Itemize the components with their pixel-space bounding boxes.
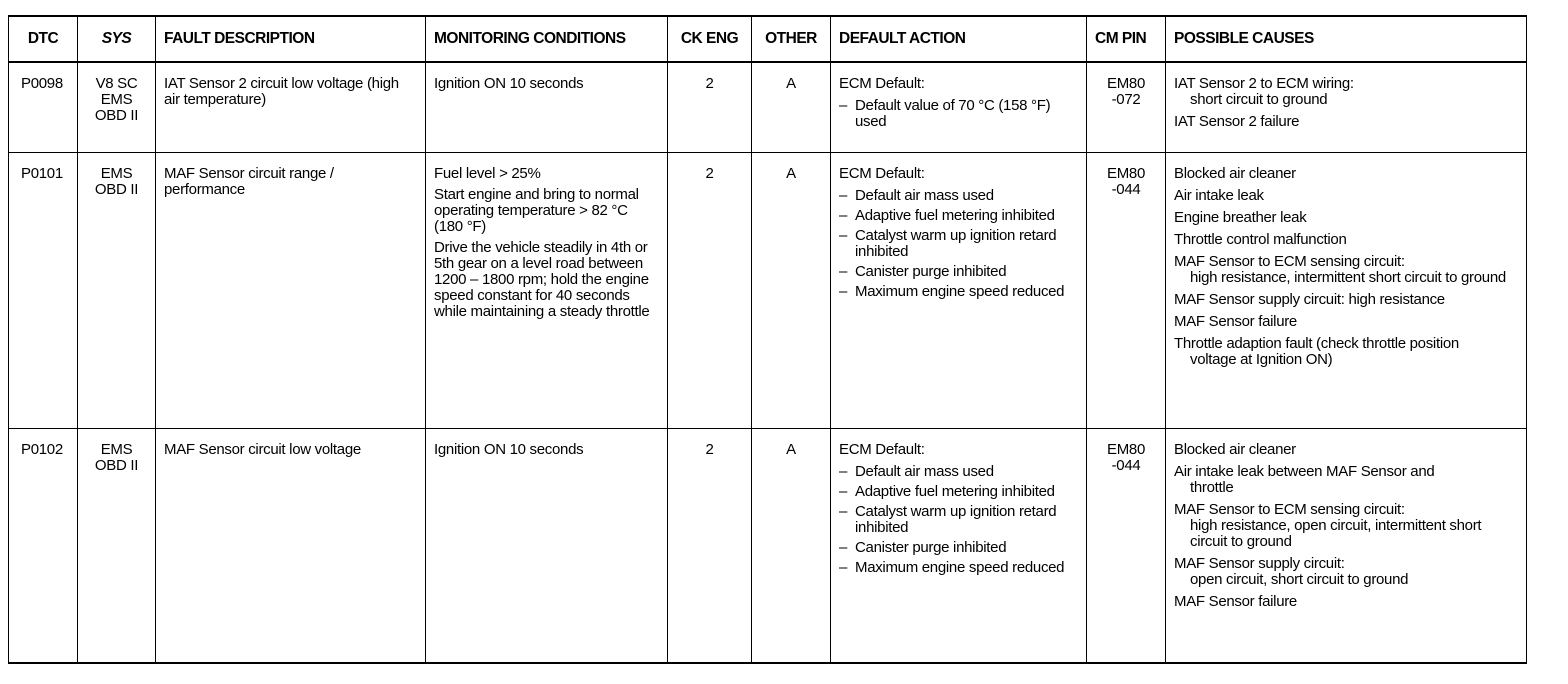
cause-main: Blocked air cleaner — [1174, 165, 1296, 182]
monitoring-cell — [426, 153, 668, 429]
default-action-item: – Catalyst warm up ignition retard inhibited — [839, 504, 1078, 536]
table-row — [9, 429, 1527, 664]
cause-main: Throttle adaption fault (check throttle position — [1174, 335, 1459, 352]
fault-description: MAF Sensor circuit low voltage — [156, 429, 426, 664]
ck-eng-value: 2 — [668, 153, 752, 429]
fault-description: MAF Sensor circuit range / performance — [156, 153, 426, 429]
header-default-action: DEFAULT ACTION — [831, 16, 1087, 62]
header-cm-pin: CM PIN — [1087, 16, 1166, 62]
cm-pin-line: -044 — [1111, 457, 1141, 474]
cm-pin-cell — [1087, 429, 1166, 664]
sys-cell — [78, 153, 156, 429]
default-action-heading: ECM Default: — [839, 75, 925, 92]
possible-causes-cell — [1166, 62, 1527, 153]
cause-item — [1174, 76, 1518, 108]
monitoring-condition: Fuel level > 25% — [434, 165, 541, 182]
cause-main: MAF Sensor supply circuit: high resistance — [1174, 291, 1445, 308]
cause-main: Air intake leak between MAF Sensor and — [1174, 463, 1435, 480]
cause-main: Throttle control malfunction — [1174, 231, 1347, 248]
monitoring-cell — [426, 62, 668, 153]
sys-line: V8 SC — [95, 75, 138, 92]
default-action-list — [839, 188, 1078, 300]
cause-sub: high resistance, open circuit, intermittent short circuit to ground — [1190, 517, 1482, 550]
default-action-item: – Catalyst warm up ignition retard inhibited — [839, 228, 1078, 260]
possible-causes-cell — [1166, 153, 1527, 429]
default-action-heading: ECM Default: — [839, 165, 925, 182]
default-action-item: – Maximum engine speed reduced — [839, 284, 1078, 300]
default-action-list — [839, 98, 1078, 130]
possible-causes-cell — [1166, 429, 1527, 664]
default-action-heading: ECM Default: — [839, 441, 925, 458]
default-action-item: – Adaptive fuel metering inhibited — [839, 208, 1078, 224]
default-action-item: – Canister purge inhibited — [839, 264, 1078, 280]
table-row — [9, 153, 1527, 429]
cm-pin-cell — [1087, 153, 1166, 429]
header-fault-description: FAULT DESCRIPTION — [156, 16, 426, 62]
header-monitoring-conditions: MONITORING CONDITIONS — [426, 16, 668, 62]
cause-main: MAF Sensor supply circuit: — [1174, 555, 1345, 572]
table-row — [9, 62, 1527, 153]
other-value: A — [752, 429, 831, 664]
header-row — [9, 16, 1527, 62]
default-action-cell — [831, 429, 1087, 664]
cause-item — [1174, 442, 1518, 458]
monitoring-condition: Ignition ON 10 seconds — [434, 75, 584, 92]
cause-main: Air intake leak — [1174, 187, 1264, 204]
default-action-item: – Adaptive fuel metering inhibited — [839, 484, 1078, 500]
cause-main: Blocked air cleaner — [1174, 441, 1296, 458]
cause-item — [1174, 232, 1518, 248]
default-action-item: – Canister purge inhibited — [839, 540, 1078, 556]
sys-line: EMS — [100, 165, 133, 182]
default-action-item: – Default air mass used — [839, 188, 1078, 204]
cause-sub: voltage at Ignition ON) — [1190, 351, 1333, 368]
monitoring-cell — [426, 429, 668, 664]
header-possible-causes: POSSIBLE CAUSES — [1166, 16, 1527, 62]
cause-item — [1174, 254, 1518, 286]
default-action-list — [839, 464, 1078, 576]
cause-main: IAT Sensor 2 failure — [1174, 113, 1300, 130]
default-action-item: – Maximum engine speed reduced — [839, 560, 1078, 576]
sys-cell — [78, 62, 156, 153]
cause-item — [1174, 292, 1518, 308]
cm-pin-line: EM80 — [1107, 165, 1145, 182]
cause-item — [1174, 556, 1518, 588]
dtc-code: P0098 — [9, 62, 78, 153]
sys-cell — [78, 429, 156, 664]
cause-item — [1174, 464, 1518, 496]
cause-item — [1174, 166, 1518, 182]
cm-pin-cell — [1087, 62, 1166, 153]
default-action-cell — [831, 153, 1087, 429]
ck-eng-value: 2 — [668, 62, 752, 153]
cause-item — [1174, 210, 1518, 226]
cause-item — [1174, 336, 1518, 368]
default-action-cell — [831, 62, 1087, 153]
sys-line: OBD II — [94, 181, 139, 198]
cause-item — [1174, 594, 1518, 610]
header-ck-eng: CK ENG — [668, 16, 752, 62]
other-value: A — [752, 153, 831, 429]
cause-item — [1174, 502, 1518, 550]
header-dtc: DTC — [9, 16, 78, 62]
default-action-item: – Default value of 70 °C (158 °F) used — [839, 98, 1078, 130]
header-other: OTHER — [752, 16, 831, 62]
cause-item — [1174, 114, 1518, 130]
ck-eng-value: 2 — [668, 429, 752, 664]
default-action-item: – Default air mass used — [839, 464, 1078, 480]
cm-pin-line: EM80 — [1107, 441, 1145, 458]
cause-main: MAF Sensor to ECM sensing circuit: — [1174, 253, 1405, 270]
cause-main: MAF Sensor failure — [1174, 593, 1297, 610]
cause-item — [1174, 188, 1518, 204]
cause-item — [1174, 314, 1518, 330]
cause-main: MAF Sensor to ECM sensing circuit: — [1174, 501, 1405, 518]
sys-line: EMS — [100, 91, 133, 108]
monitoring-condition: Drive the vehicle steadily in 4th or 5th gear on a level road between 1200 – 1800 rpm; hold the engine speed constant for 40 seconds while maintaining a steady throttle — [434, 239, 650, 320]
other-value: A — [752, 62, 831, 153]
dtc-code: P0101 — [9, 153, 78, 429]
cm-pin-line: EM80 — [1107, 75, 1145, 92]
cause-main: MAF Sensor failure — [1174, 313, 1297, 330]
cm-pin-line: -072 — [1111, 91, 1141, 108]
sys-line: EMS — [100, 441, 133, 458]
cause-sub: high resistance, intermittent short circuit to ground — [1190, 269, 1506, 286]
cause-main: IAT Sensor 2 to ECM wiring: — [1174, 75, 1354, 92]
sys-line: OBD II — [94, 457, 139, 474]
sys-line: OBD II — [94, 107, 139, 124]
cm-pin-line: -044 — [1111, 181, 1141, 198]
cause-main: Engine breather leak — [1174, 209, 1307, 226]
cause-sub: open circuit, short circuit to ground — [1190, 571, 1409, 588]
dtc-code: P0102 — [9, 429, 78, 664]
monitoring-condition: Start engine and bring to normal operating temperature > 82 °C (180 °F) — [434, 186, 639, 235]
cause-sub: throttle — [1190, 479, 1234, 496]
header-sys: SYS — [78, 16, 156, 62]
fault-description: IAT Sensor 2 circuit low voltage (high air temperature) — [156, 62, 426, 153]
dtc-table — [8, 15, 1527, 664]
cause-sub: short circuit to ground — [1190, 91, 1328, 108]
monitoring-condition: Ignition ON 10 seconds — [434, 441, 584, 458]
